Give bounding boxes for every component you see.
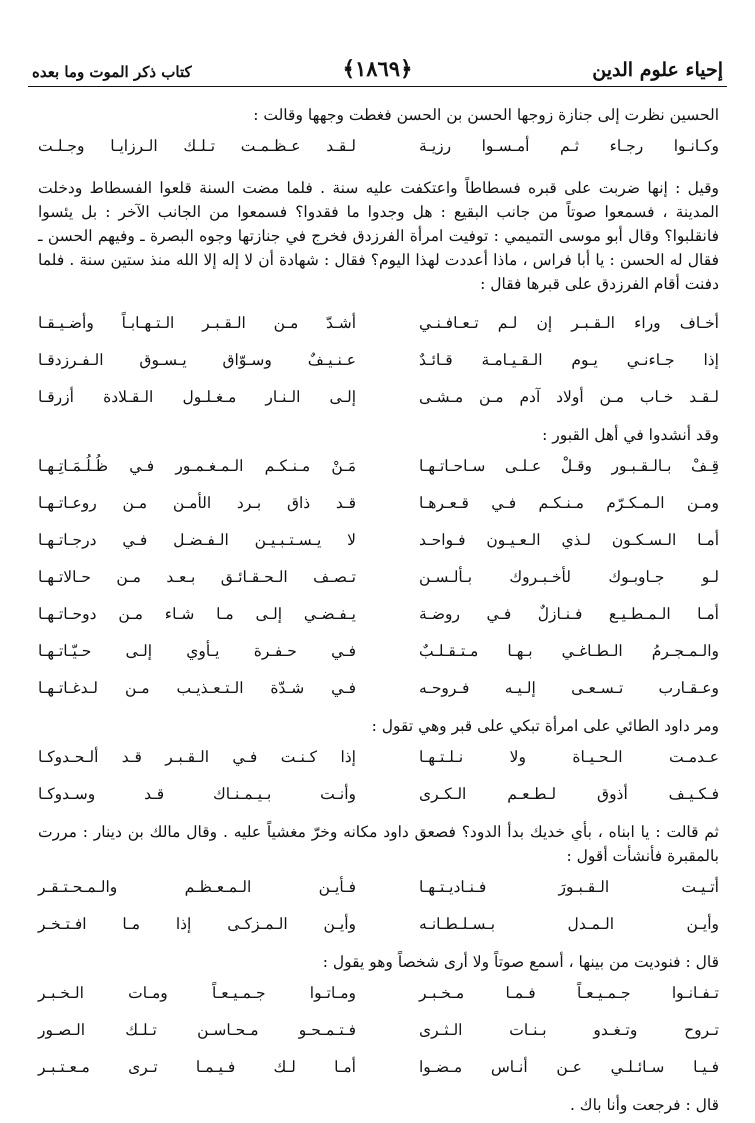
verse-line — [38, 484, 719, 521]
verse-second-hemistich: فـي شـدّة الـتـعـذيـب مـن لـدغـاتـهـا — [38, 678, 356, 697]
verse-line — [38, 669, 719, 706]
verse-second-hemistich: ومـاتـوا جـمـيـعـاً ومـات الـخـبـر — [38, 983, 356, 1002]
page-body — [38, 103, 719, 1117]
paragraph: وقيل : إنها ضربت على قبره فسطاطاً واعتكفت عليه سنة . فلما مضت السنة قلعوا الفسطاط ودخلت المدينة ، فسمعوا صوتاً من جانب البقيع : هل وجدوا ما فقدوا؟ فسمعوا من الجانب الآخر : بل يئسوا فانقلبوا؟ وقال أبو موسى التميمي : توفيت امرأة الفرزدق فخرج في جنازتها وجوه البصرة ـ وفيهم الحسن ـ فقال له الحسن : يا أبا فراس ، ماذا أعددت لهذا اليوم؟ فقال : شهادة أن لا إله إلا الله منذ ستين سنة . فلما دفنت أقام الفرزدق على قبرها فقال : — [38, 179, 719, 293]
verse-line — [38, 738, 719, 775]
verse-second-hemistich: لـقـد عـظـمـت تـلـك الـرزايـا وجـلـت — [38, 136, 356, 155]
poem — [38, 447, 719, 706]
spacer — [38, 812, 719, 820]
verse-line — [38, 775, 719, 812]
verse-first-hemistich: لـو جـاوبـوك لأخـبـروك بـألـسـن — [419, 567, 719, 586]
paragraph: قال : فرجعت وأنا باك . — [569, 1096, 719, 1114]
verse-second-hemistich: أمـا لـك فـيـمـا تـرى مـعـتـبـر — [38, 1057, 356, 1076]
verse-line — [38, 974, 719, 1011]
poem — [38, 868, 719, 942]
paragraph: ثم قالت : يا ابناه ، بأي خديك بدأ الدود؟ فصعق داود مكانه وخرّ مغشياً عليه . وقال مالك بن دينار : مررت بالمقبرة فأنشأت أقول : — [38, 823, 719, 865]
verse-line — [38, 521, 719, 558]
verse-first-hemistich: وكـانـوا رجـاء ثـم أمـسـوا رزيـة — [419, 136, 719, 155]
spacer — [38, 415, 719, 423]
verse-line — [38, 304, 719, 341]
verse-first-hemistich: أمـا الـسـكـون لـذي الـعـيـون فـواحـد — [419, 530, 719, 549]
verse-second-hemistich: فـي حـفـرة يـأوي إلـى حـيّـاتـهـا — [38, 641, 356, 660]
poem — [38, 304, 719, 415]
header-rule — [28, 86, 727, 87]
verse-second-hemistich: فـأيـن الـمـعـظـم والـمـحـتـقـر — [38, 877, 356, 896]
paragraph: وقد أنشدوا في أهل القبور : — [542, 426, 719, 444]
verse-line — [38, 1011, 719, 1048]
verse-first-hemistich: لـقـد خـاب مـن أولاد آدم مـن مـشـى — [419, 387, 719, 406]
verse-second-hemistich: وأيـن الـمـزكـى إذا مـا افـتـخـر — [38, 914, 356, 933]
spacer — [38, 164, 719, 176]
verse-second-hemistich: تـصـف الـحـقـائـق بـعـد مـن حـالاتـهـا — [38, 567, 356, 586]
verse-first-hemistich: إذا جـاءنـي يـوم الـقـيـامـة قـائـدٌ — [419, 350, 719, 369]
verse-line — [38, 868, 719, 905]
spacer — [38, 942, 719, 950]
verse-first-hemistich: فـكـيـف أذوق لـطـعـم الـكـرى — [419, 784, 719, 803]
verse-second-hemistich: قـد ذاق بـرد الأمـن مـن روعـاتـهـا — [38, 493, 356, 512]
verse-first-hemistich: وأيـن الـمـدل بـسـلـطـانـه — [419, 914, 719, 933]
verse-line — [38, 378, 719, 415]
verse-second-hemistich: وأنـت بـيـمـنـاك قـد وسـدوكـا — [38, 784, 356, 803]
verse-first-hemistich: وعـقـارب تـسـعـى إلـيـه فـروحـه — [419, 678, 719, 697]
verse-first-hemistich: تـروح وتـغـدو بـنـات الـثـرى — [419, 1020, 719, 1039]
verse-first-hemistich: تـفـانـوا جـمـيـعـاً فـمـا مـخـبـر — [419, 983, 719, 1002]
verse-second-hemistich: إذا كـنـت فـي الـقـبـر قـد ألـحـدوكـا — [38, 747, 356, 766]
verse-first-hemistich: فـيـا سـائـلـي عـن أنـاس مـضـوا — [419, 1057, 719, 1076]
poem — [38, 738, 719, 812]
verse-line — [38, 1048, 719, 1085]
paragraph: الحسين نظرت إلى جنازة زوجها الحسن بن الحسن فغطت وجهها وقالت : — [253, 106, 719, 124]
spacer — [38, 706, 719, 714]
poem — [38, 974, 719, 1085]
verse-first-hemistich: أتـيـت الـقـبـورَ فـنـاديـتـهـا — [419, 877, 719, 896]
spacer — [38, 1085, 719, 1093]
page-number-text: ﴾١٨٦٩﴿ — [342, 56, 413, 81]
spacer — [38, 296, 719, 304]
paragraph: ومر داود الطائي على امرأة تبكي على قبر وهي تقول : — [371, 717, 719, 735]
verse-line — [38, 905, 719, 942]
verse-second-hemistich: فـتـمـحـو مـحـاسـن تـلـك الـصـور — [38, 1020, 356, 1039]
verse-line — [38, 127, 719, 164]
verse-second-hemistich: أشـدّ مـن الـقـبـر الـتـهـابـاً وأضـيـقـا — [38, 313, 356, 332]
chapter-title: كتاب ذكر الموت وما بعده — [32, 63, 192, 81]
verse-line — [38, 595, 719, 632]
verse-line — [38, 341, 719, 378]
verse-first-hemistich: أمـا الـمـطـيـع فـنـازلٌ فـي روضـة — [419, 604, 719, 623]
verse-second-hemistich: مَـنْ مـنـكـم الـمـغـمـور فـي ظُـلُـمَـاتِـهـا — [38, 456, 356, 475]
verse-line — [38, 558, 719, 595]
verse-second-hemistich: يـفـضـي إلـى مـا شـاء مـن دوحـاتـهـا — [38, 604, 356, 623]
verse-line — [38, 447, 719, 484]
book-title: إحياء علوم الدين — [592, 59, 723, 81]
poem — [38, 127, 719, 164]
verse-first-hemistich: قِـفْ بـالـقـبـور وقـلْ عـلـى سـاحـاتـهـا — [419, 456, 719, 475]
paragraph: قال : فنوديت من بينها ، أسمع صوتاً ولا أرى شخصاً وهو يقول : — [322, 953, 719, 971]
verse-first-hemistich: والـمـجـرمُ الـطـاغـي بـهـا مـتـقـلـبٌ — [419, 641, 719, 660]
verse-first-hemistich: أخـاف وراء الـقـبـر إن لـم تـعـافـنـي — [419, 313, 719, 332]
verse-first-hemistich: ومـن الـمـكـرّم مـنـكـم فـي قـعـرهـا — [419, 493, 719, 512]
verse-second-hemistich: لا يـسـتـبـيـن الـفـضـل فـي درجـاتـهـا — [38, 530, 356, 549]
verse-second-hemistich: إلـى الـنـار مـغـلـول الـقـلادة أزرقـا — [38, 387, 356, 406]
verse-line — [38, 632, 719, 669]
verse-first-hemistich: عـدمـت الـحـيـاة ولا نـلـتـهـا — [419, 747, 719, 766]
verse-second-hemistich: عـنـيـفٌ وسـوّاق يـسـوق الـفـرزدقـا — [38, 350, 356, 369]
running-header — [28, 58, 727, 86]
